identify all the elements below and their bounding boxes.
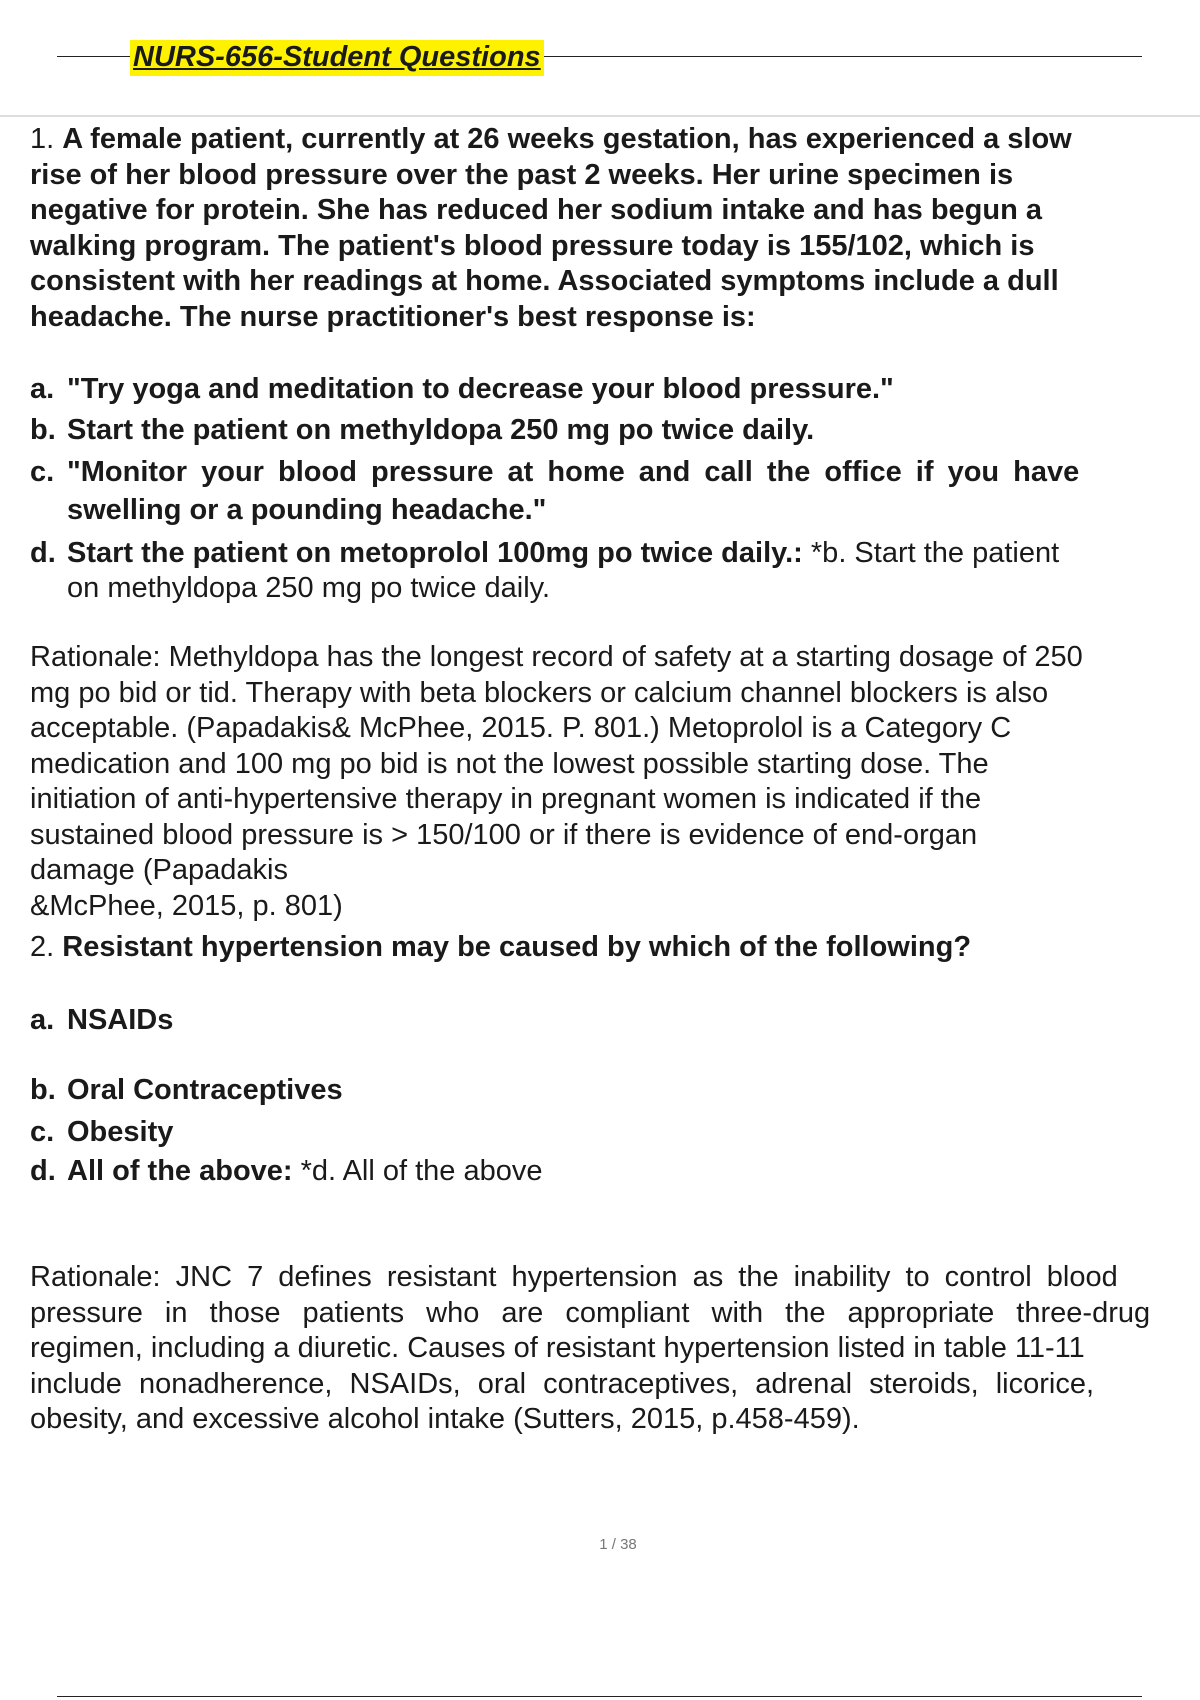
option-letter: a. (30, 1004, 55, 1036)
rationale-line: acceptable. (Papadakis& McPhee, 2015. P. 801.) Metoprolol is a Category C (30, 712, 1012, 744)
question-1-stem-line: walking program. The patient's blood pressure today is 155/102, which is (30, 229, 1035, 262)
option-letter: c. (30, 456, 55, 488)
option-letter: d. (30, 537, 56, 569)
rationale-line: Rationale: JNC 7 defines resistant hypertension as the inability to control blood (30, 1261, 1118, 1293)
rationale-line: Rationale: Methyldopa has the longest record of safety at a starting dosage of 250 (30, 641, 1083, 673)
question-2-option-a (30, 1001, 1200, 1039)
question-1-stem-line: rise of her blood pressure over the past 2 weeks. Her urine specimen is (30, 158, 1014, 191)
rationale-line: sustained blood pressure is > 150/100 or if there is evidence of end-organ (30, 818, 978, 851)
question-1-option-a (30, 370, 1200, 408)
answer-key: *d. All of the above (292, 1155, 543, 1187)
option-letter: a. (30, 373, 55, 405)
option-text: NSAIDs (67, 1004, 174, 1036)
question-2-number: 2. (30, 931, 55, 963)
option-letter: b. (30, 414, 56, 446)
rationale-line: &McPhee, 2015, p. 801) (30, 889, 343, 922)
question-1-stem-line: consistent with her readings at home. Associated symptoms include a dull (30, 265, 1059, 297)
question-2-option-b (30, 1071, 1200, 1109)
question-1-stem (30, 122, 1200, 335)
rationale-line: regimen, including a diuretic. Causes of resistant hypertension listed in table 11-11 (30, 1332, 1085, 1364)
question-2-option-d (30, 1152, 1200, 1190)
rationale-line: mg po bid or tid. Therapy with beta blockers or calcium channel blockers is also (30, 676, 1049, 709)
option-text: Obesity (67, 1116, 174, 1148)
question-2-rationale (30, 1260, 1200, 1438)
option-text: "Try yoga and meditation to decrease your blood pressure." (67, 373, 894, 405)
question-1-stem-line: negative for protein. She has reduced her sodium intake and has begun a (30, 194, 1042, 226)
rationale-line: damage (Papadakis (30, 854, 288, 886)
footer-rule (57, 1696, 1142, 1697)
page-number: 1 / 38 (599, 1536, 637, 1553)
option-text-continued: swelling or a pounding headache." (67, 494, 547, 526)
question-2-stem (30, 930, 1200, 966)
question-2-stem-text: Resistant hypertension may be caused by which of the following? (62, 931, 972, 963)
option-text: "Monitor your blood pressure at home and call the office if you have (67, 456, 1080, 488)
question-2-option-c (30, 1113, 1200, 1151)
rationale-line: medication and 100 mg po bid is not the lowest possible starting dose. The (30, 747, 989, 780)
option-text: All of the above: (67, 1155, 293, 1187)
option-text: Start the patient on methyldopa 250 mg po twice daily. (67, 414, 815, 446)
question-1-option-d (30, 534, 1200, 604)
option-text: Oral Contraceptives (67, 1074, 343, 1106)
document-title: NURS-656-Student Questions (130, 40, 544, 76)
header-separator (0, 115, 1200, 117)
option-letter: d. (30, 1155, 56, 1187)
option-text: Start the patient on metoprolol 100mg po twice daily.: (67, 537, 803, 569)
option-letter: c. (30, 1116, 55, 1148)
answer-key-continued: on methyldopa 250 mg po twice daily. (67, 572, 551, 604)
question-1-stem-line: headache. The nurse practitioner's best response is: (30, 300, 756, 333)
question-1-rationale (30, 640, 1200, 924)
question-1-number: 1. (30, 123, 55, 155)
question-1-option-c (30, 453, 1200, 529)
question-1-option-b (30, 411, 1200, 449)
rationale-line: pressure in those patients who are compliant with the appropriate three-drug (30, 1296, 1151, 1329)
answer-key: *b. Start the patient (802, 537, 1060, 569)
question-1-stem-line: A female patient, currently at 26 weeks gestation, has experienced a slow (62, 123, 1072, 155)
rationale-line: initiation of anti-hypertensive therapy in pregnant women is indicated if the (30, 783, 982, 815)
rationale-line: obesity, and excessive alcohol intake (Sutters, 2015, p.458-459). (30, 1403, 860, 1435)
option-letter: b. (30, 1074, 56, 1106)
rationale-line: include nonadherence, NSAIDs, oral contraceptives, adrenal steroids, licorice, (30, 1367, 1095, 1400)
